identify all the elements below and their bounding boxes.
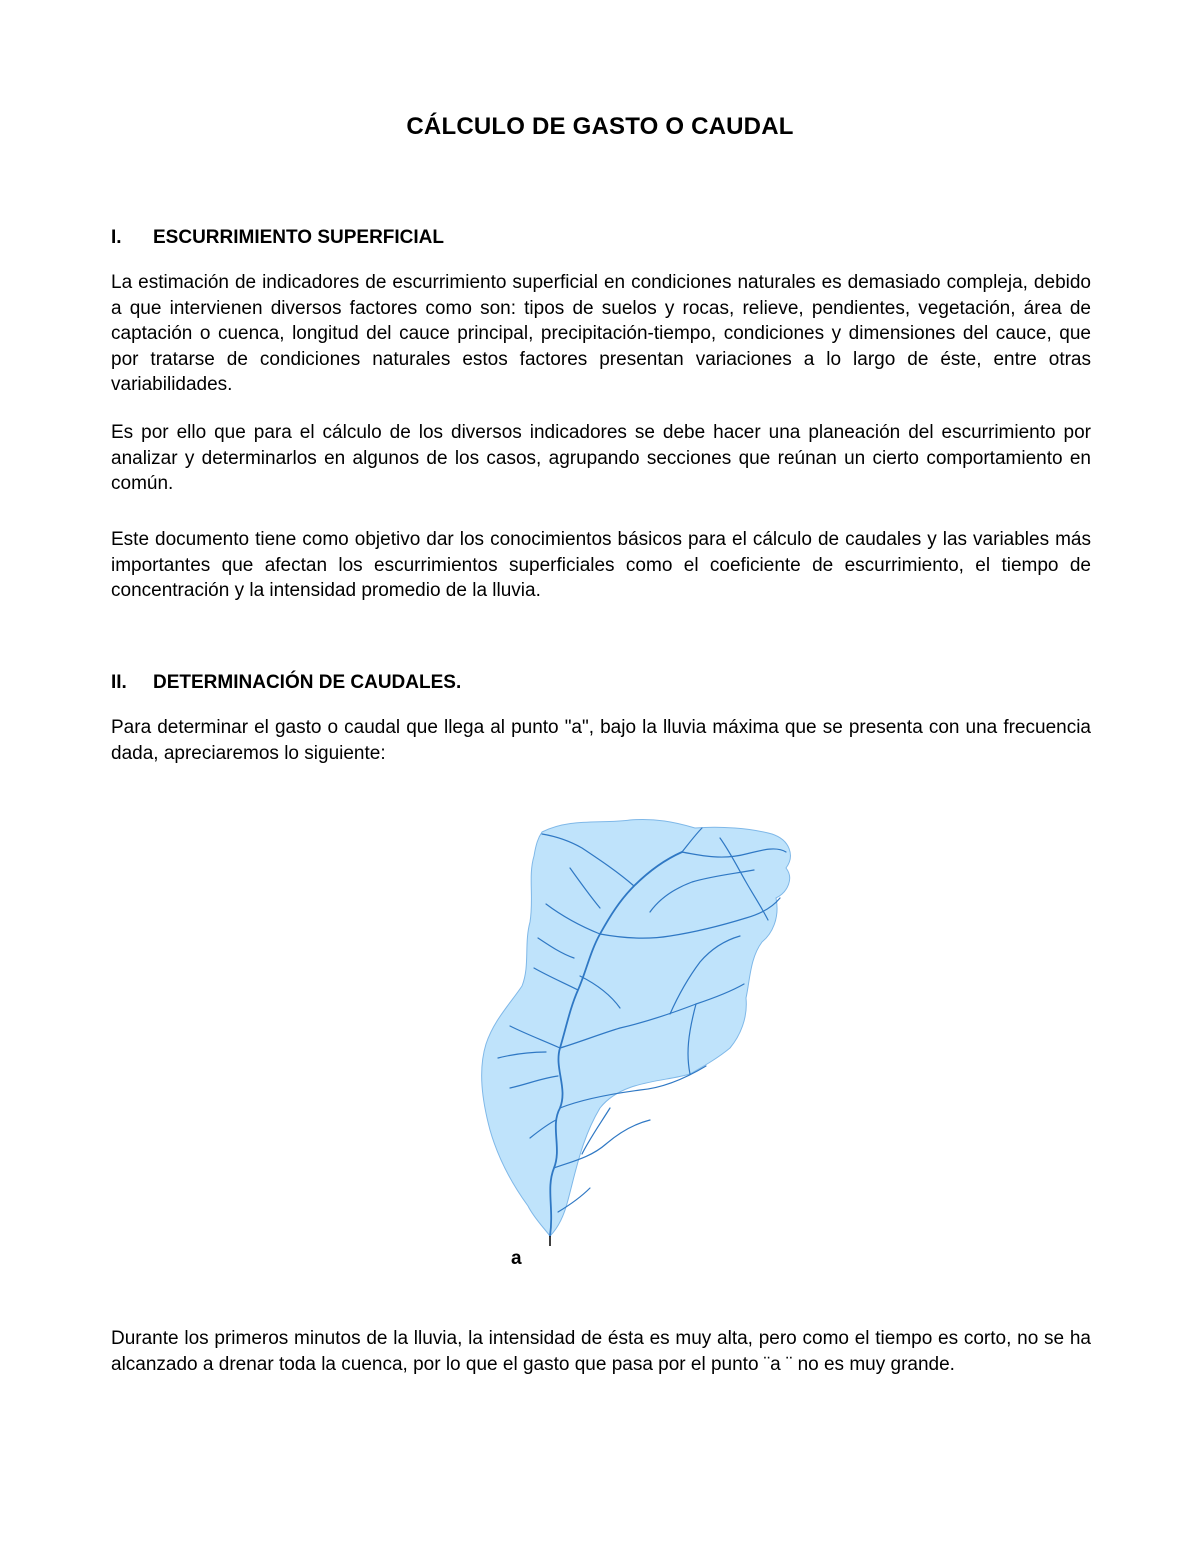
paragraph-after-figure: Durante los primeros minutos de la lluvia, la intensidad de ésta es muy alta, pero como el tiempo es corto, no se ha alcanzado a drenar toda la cuenca, por lo que el gasto que pasa por el punto ¨a ¨ no es muy grande. [111,1328,1091,1375]
section-number: I. [111,227,122,248]
document-title: CÁLCULO DE GASTO O CAUDAL [406,113,794,140]
paragraph-1: La estimación de indicadores de escurrimiento superficial en condiciones naturales es demasiado compleja, debido a que intervienen diversos factores como son: tipos de suelos y rocas, relieve, pendientes, vegetación, área de captación o cuenca, longitud del cauce principal, precipitación-tiempo, condiciones y dimensiones del cauce, que por tratarse de condiciones naturales estos factores presentan variaciones a lo largo de éste, entre otras variabilidades. [111,272,1091,395]
outlet-point-label: a [511,1248,522,1269]
section-title: ESCURRIMIENTO SUPERFICIAL [153,227,445,248]
section-heading-escurrimiento [111,227,444,249]
watershed-map [450,808,810,1248]
section-heading-caudales [111,672,461,694]
paragraph-3: Este documento tiene como objetivo dar los conocimientos básicos para el cálculo de caudales y las variables más importantes que afectan los escurrimientos superficiales como el coeficiente de escurrimiento, el tiempo de concentración y la intensidad promedio de la lluvia. [111,529,1091,601]
paragraph-2: Es por ello que para el cálculo de los diversos indicadores se debe hacer una planeación del escurrimiento por analizar y determinarlos en algunos de los casos, agrupando secciones que reúnan un cierto comportamiento en común. [111,422,1091,494]
basin-area [482,819,791,1236]
paragraph-intro: Para determinar el gasto o caudal que llega al punto "a", bajo la lluvia máxima que se presenta con una frecuencia dada, apreciaremos lo siguiente: [111,717,1091,764]
section-title: DETERMINACIÓN DE CAUDALES. [153,672,462,693]
section-number: II. [111,672,127,693]
